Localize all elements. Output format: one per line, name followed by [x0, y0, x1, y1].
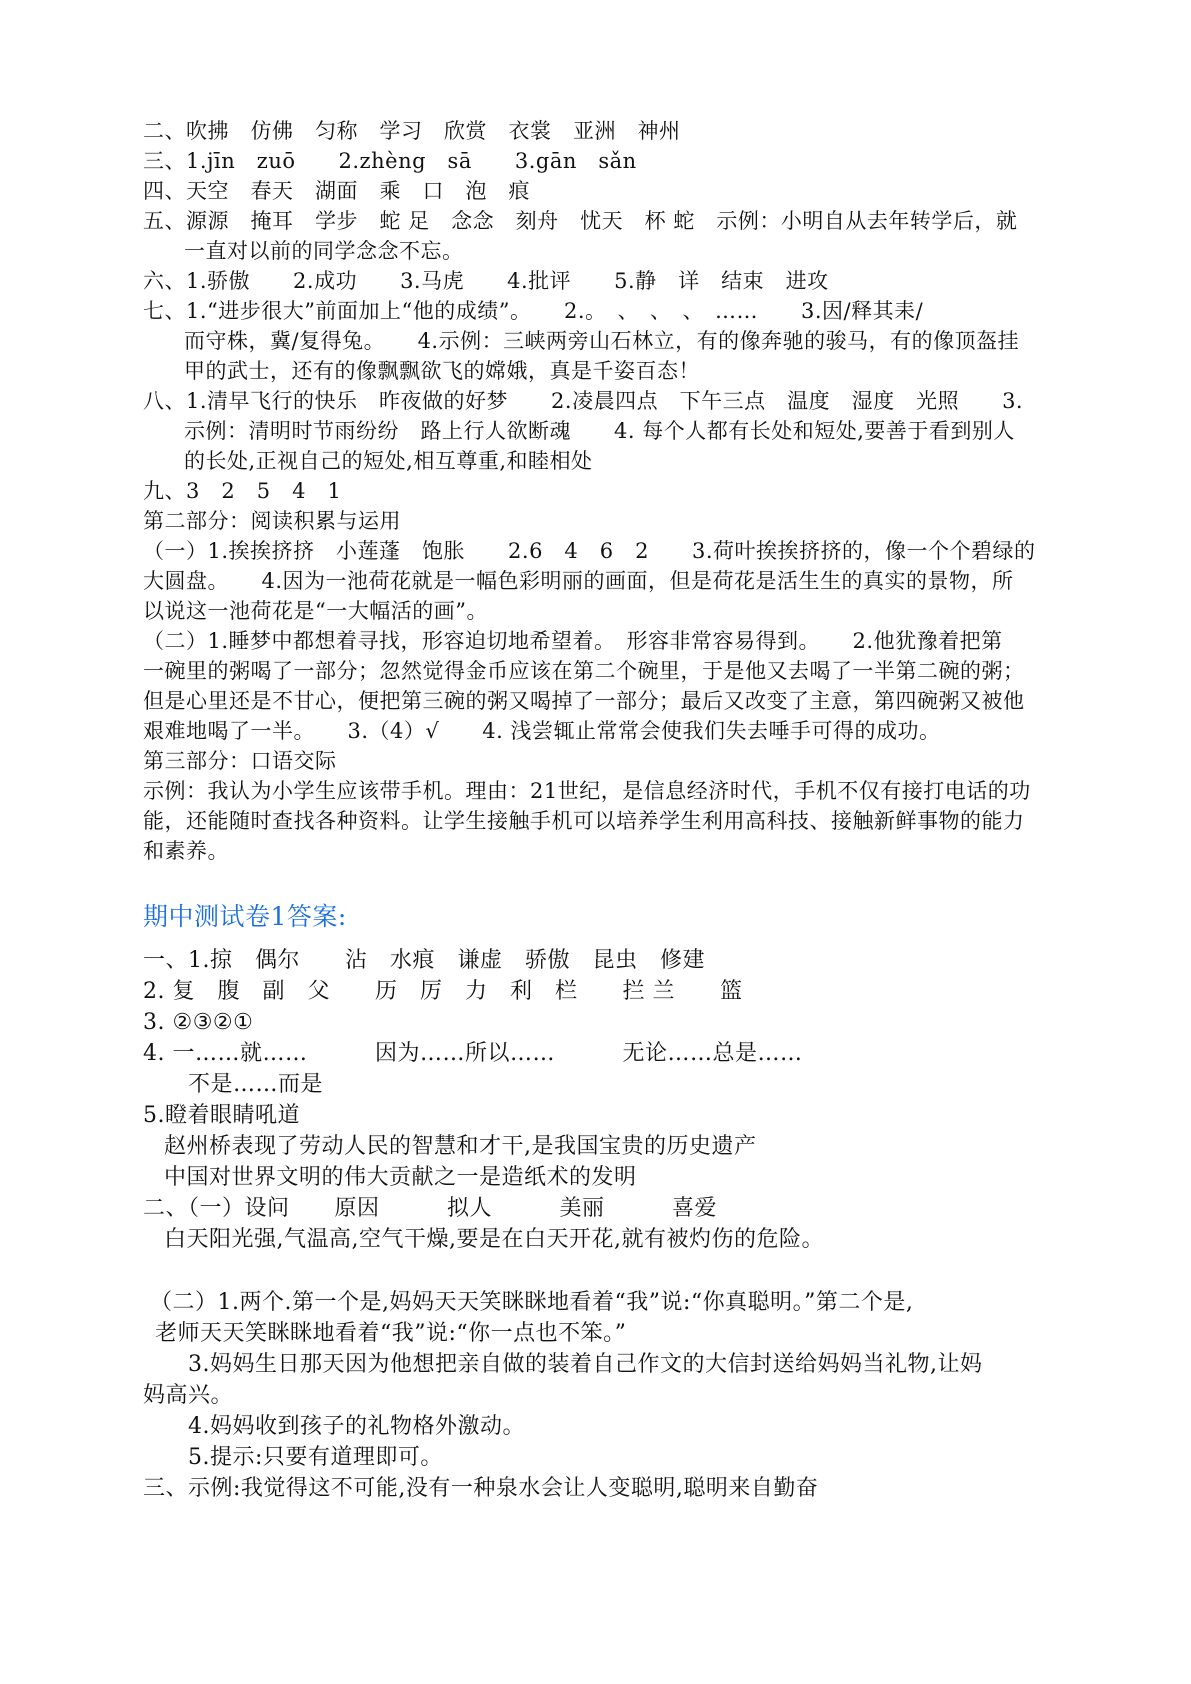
answer-line: 一直对以前的同学念念不忘。 — [184, 239, 464, 263]
answer-line: 5.提示:只要有道理即可。 — [188, 1445, 443, 1470]
answer-line: 赵州桥表现了劳动人民的智慧和才干,是我国宝贵的历史遗产 — [164, 1134, 757, 1159]
answer-line: 一、1.掠 偶尔 沾 水痕 谦虚 骄傲 昆虫 修建 — [143, 948, 705, 973]
answer-line: 七、1.“进步很大”前面加上“他的成绩”。 2.。 、 、 、 …… 3.因/释其耒/ — [143, 299, 924, 323]
answer-line: 的长处,正视自己的短处,相互尊重,和睦相处 — [184, 449, 593, 473]
answer-line: 4.妈妈收到孩子的礼物格外激动。 — [188, 1414, 525, 1439]
answer-line: 不是……而是 — [188, 1072, 324, 1097]
answer-line: 但是心里还是不甘心，便把第三碗的粥又喝掉了一部分；最后又改变了主意，第四碗粥又被他 — [143, 689, 1025, 713]
answer-line: 2. 复 腹 副 父 历 厉 力 利 栏 拦 兰 篮 — [143, 979, 743, 1004]
answer-line: 示例：我认为小学生应该带手机。理由：21世纪，是信息经济时代，手机不仅有接打电话的功 — [143, 779, 1031, 803]
section-heading: 期中测试卷1答案: — [143, 902, 347, 931]
answer-line: 三、示例:我觉得这不可能,没有一种泉水会让人变聪明,聪明来自勤奋 — [143, 1476, 819, 1501]
answer-line: 老师天天笑眯眯地看着“我”说:“你一点也不笨。” — [155, 1321, 627, 1346]
answer-line: 3. ②③②① — [143, 1010, 254, 1035]
section-title: 第三部分：口语交际 — [143, 749, 337, 773]
answer-line: 4. 一……就…… 因为……所以…… 无论……总是…… — [143, 1041, 803, 1066]
answer-line: 以说这一池荷花是“一大幅活的画”。 — [143, 599, 488, 623]
answer-line: 二、吹拂 仿佛 匀称 学习 欣赏 衣裳 亚洲 神州 — [143, 119, 681, 143]
answer-line: 九、3 2 5 4 1 — [143, 479, 342, 503]
answer-line: 大圆盘。 4.因为一池荷花就是一幅色彩明丽的画面，但是荷花是活生生的真实的景物，所 — [143, 569, 1014, 593]
answer-line: 八、1.清早飞行的快乐 昨夜做的好梦 2.凌晨四点 下午三点 温度 湿度 光照 3. — [143, 389, 1024, 413]
answer-line: （一）1.挨挨挤挤 小莲蓬 饱胀 2.6 4 6 2 3.荷叶挨挨挤挤的，像一个个碧绿的 — [143, 539, 1036, 563]
answer-line: 三、1.jīn zuō 2.zhèng sā 3.gān sǎn — [143, 149, 637, 173]
answer-line: 而守株，冀/复得兔。 4.示例：三峡两旁山石林立，有的像奔驰的骏马，有的像顶盔挂 — [184, 329, 1020, 353]
answer-line: 四、天空 春天 湖面 乘 口 泡 痕 — [143, 179, 530, 203]
answer-line: 五、源源 掩耳 学步 蛇 足 念念 刻舟 忧天 杯 蛇 示例：小明自从去年转学后，就 — [143, 209, 1018, 233]
answer-line: 妈高兴。 — [143, 1383, 234, 1408]
answer-line: （二）1.两个.第一个是,妈妈天天笑眯眯地看着“我”说:“你真聪明。”第二个是, — [150, 1290, 914, 1315]
answer-line: 二、（一）设问 原因 拟人 美丽 喜爱 — [143, 1196, 718, 1221]
section-title: 第二部分：阅读积累与运用 — [143, 509, 401, 533]
answer-line: 5.瞪着眼睛吼道 — [143, 1103, 300, 1128]
answer-line: 艰难地喝了一半。 3.（4）√ 4. 浅尝辄止常常会使我们失去唾手可得的成功。 — [143, 719, 941, 743]
answer-line: 甲的武士，还有的像飘飘欲飞的嫦娥，真是千姿百态！ — [184, 359, 700, 383]
answer-line: 能，还能随时查找各种资料。让学生接触手机可以培养学生利用高科技、接触新鲜事物的能力 — [143, 809, 1025, 833]
answer-line: 和素养。 — [143, 839, 229, 863]
answer-line: 中国对世界文明的伟大贡献之一是造纸术的发明 — [164, 1165, 637, 1190]
answer-line: 六、1.骄傲 2.成功 3.马虎 4.批评 5.静 详 结束 进攻 — [143, 269, 829, 293]
answer-line: 示例：清明时节雨纷纷 路上行人欲断魂 4. 每个人都有长处和短处,要善于看到别人 — [184, 419, 1015, 443]
answer-line: 白天阳光强,气温高,空气干燥,要是在白天开花,就有被灼伤的危险。 — [164, 1227, 824, 1252]
answer-line: （二）1.睡梦中都想着寻找，形容迫切地希望着。 形容非常容易得到。 2.他犹豫着把第 — [143, 629, 1003, 653]
answer-line: 一碗里的粥喝了一部分；忽然觉得金币应该在第二个碗里，于是他又去喝了一半第二碗的粥； — [143, 659, 1025, 683]
answer-line: 3.妈妈生日那天因为他想把亲自做的装着自己作文的大信封送给妈妈当礼物,让妈 — [188, 1352, 983, 1377]
